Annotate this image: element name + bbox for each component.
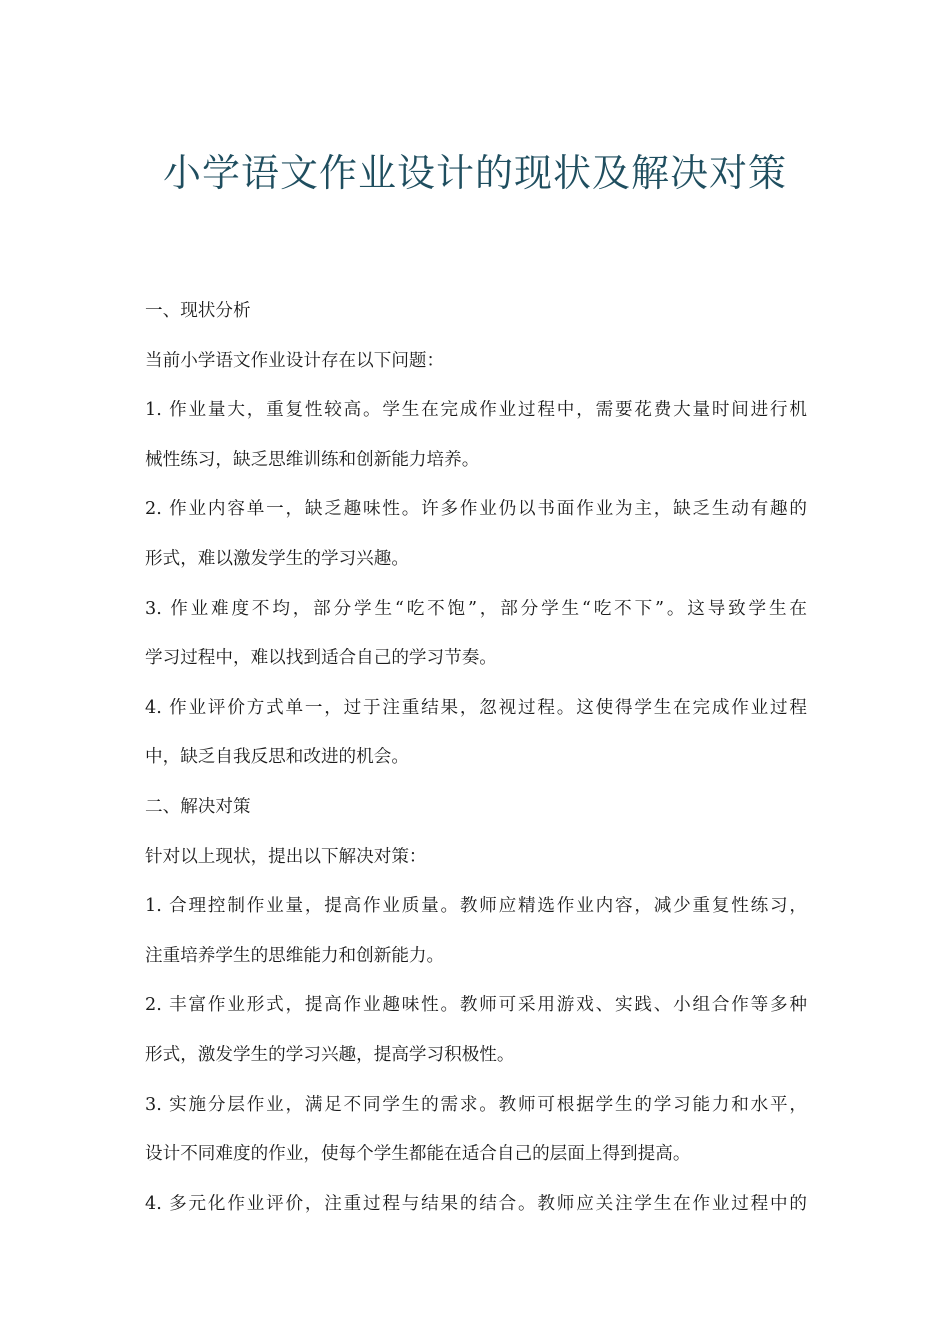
body-line: 2. 丰富作业形式，提高作业趣味性。教师可采用游戏、实践、小组合作等多种	[145, 995, 807, 1016]
body-line: 中，缺乏自我反思和改进的机会。	[145, 747, 409, 768]
body-line: 注重培养学生的思维能力和创新能力。	[145, 945, 445, 966]
document-title: 小学语文作业设计的现状及解决对策	[162, 151, 787, 195]
body-line: 学习过程中，难以找到适合自己的学习节奏。	[145, 648, 497, 669]
body-line: 4. 作业评价方式单一，过于注重结果，忽视过程。这使得学生在完成作业过程	[145, 697, 807, 718]
body-line: 形式，难以激发学生的学习兴趣。	[145, 548, 409, 569]
body-line: 1. 作业量大，重复性较高。学生在完成作业过程中，需要花费大量时间进行机	[145, 400, 807, 421]
body-line: 当前小学语文作业设计存在以下问题：	[145, 350, 445, 371]
body-line: 械性练习，缺乏思维训练和创新能力培养。	[145, 449, 480, 470]
body-line: 形式，激发学生的学习兴趣，提高学习积极性。	[145, 1044, 515, 1065]
body-line: 一、现状分析	[145, 301, 251, 321]
body-line: 3. 作业难度不均，部分学生“吃不饱”，部分学生“吃不下”。这导致学生在	[145, 598, 807, 619]
body-line: 4. 多元化作业评价，注重过程与结果的结合。教师应关注学生在作业过程中的	[145, 1193, 807, 1214]
document-body	[145, 287, 807, 1229]
body-line: 2. 作业内容单一，缺乏趣味性。许多作业仍以书面作业为主，缺乏生动有趣的	[145, 499, 807, 520]
body-line: 针对以上现状，提出以下解决对策：	[145, 846, 427, 867]
body-line: 设计不同难度的作业，使每个学生都能在适合自己的层面上得到提高。	[145, 1144, 691, 1165]
body-line: 3. 实施分层作业，满足不同学生的需求。教师可根据学生的学习能力和水平，	[145, 1094, 807, 1115]
body-line: 二、解决对策	[145, 796, 251, 817]
body-line: 1. 合理控制作业量，提高作业质量。教师应精选作业内容，减少重复性练习，	[145, 896, 807, 917]
